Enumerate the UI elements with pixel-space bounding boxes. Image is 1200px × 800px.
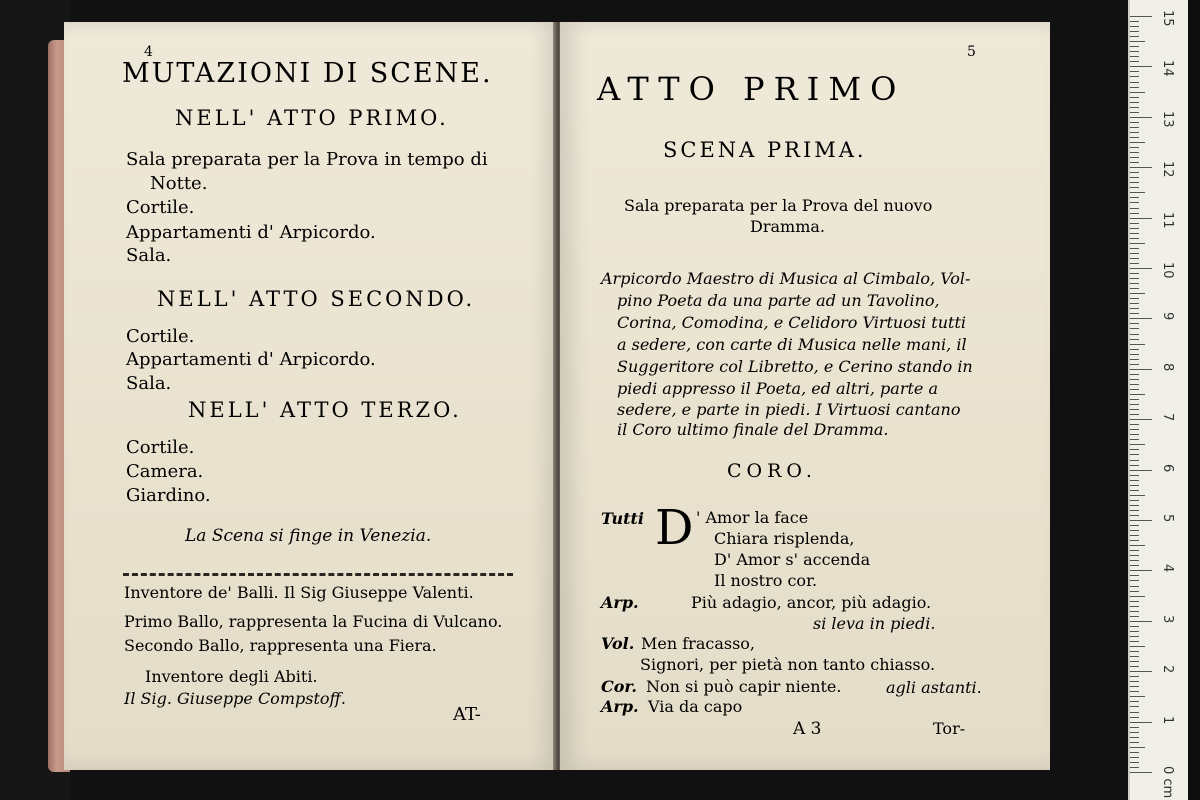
ruler-tick (1130, 676, 1139, 677)
ruler-tick (1130, 530, 1139, 531)
verse-line: D' Amor s' accenda (714, 550, 871, 569)
ruler-tick (1130, 712, 1139, 713)
ruler-tick (1130, 575, 1139, 576)
ruler-tick (1130, 651, 1139, 652)
ruler-tick (1130, 646, 1145, 647)
ruler-tick (1130, 263, 1139, 264)
ruler-tick (1130, 243, 1145, 244)
ruler-tick (1130, 258, 1139, 259)
ruler-label: 12 (1160, 161, 1175, 178)
ruler-tick (1130, 82, 1139, 83)
ruler-tick (1130, 570, 1152, 571)
ruler-label: 5 (1160, 514, 1175, 523)
ruler-tick (1130, 767, 1139, 768)
ruler-tick (1130, 454, 1139, 455)
ruler-tick (1130, 167, 1152, 168)
ruler-tick (1130, 288, 1139, 289)
ruler-tick (1130, 172, 1139, 173)
ruler-tick (1130, 505, 1139, 506)
ruler-tick (1130, 732, 1139, 733)
ruler-tick (1130, 61, 1139, 62)
ruler-tick (1130, 616, 1139, 617)
ruler-tick (1130, 606, 1139, 607)
ruler-label: 10 (1160, 262, 1175, 279)
act3-heading: NELL' ATTO TERZO. (188, 398, 462, 422)
ruler-tick (1130, 228, 1139, 229)
ruler-tick (1130, 485, 1139, 486)
ruler-tick (1130, 328, 1139, 329)
scene-description: Dramma. (750, 217, 825, 236)
stage-direction: pino Poeta da una parte ad un Tavolino, (617, 291, 940, 310)
ruler-tick (1130, 611, 1139, 612)
ruler-tick (1130, 369, 1152, 370)
ruler-tick (1130, 717, 1139, 718)
verse-line: Più adagio, ancor, più adagio. (691, 593, 932, 612)
ruler-tick (1130, 409, 1139, 410)
ruler-label: 11 (1160, 211, 1175, 229)
act1-line: Cortile. (126, 197, 195, 218)
stage-direction: si leva in piedi. (813, 614, 936, 633)
scene-heading: SCENA PRIMA. (663, 138, 867, 162)
ruler-tick (1130, 112, 1139, 113)
ruler-tick (1130, 495, 1145, 496)
ruler-tick (1130, 555, 1139, 556)
ruler-tick (1130, 56, 1139, 57)
ruler-tick (1130, 379, 1139, 380)
ruler-tick (1130, 248, 1139, 249)
ruler-tick (1130, 671, 1152, 672)
ruler-tick (1130, 16, 1152, 17)
left-page-title: MUTAZIONI DI SCENE. (122, 58, 493, 89)
stage-direction: sedere, e parte in piedi. I Virtuosi cantano (617, 400, 961, 419)
right-catchword: Tor- (933, 719, 966, 738)
ruler-tick (1130, 747, 1145, 748)
ruler-tick (1130, 666, 1139, 667)
ruler-tick (1130, 374, 1139, 375)
verse-line: ' Amor la face (696, 508, 809, 527)
ruler-tick (1130, 117, 1152, 118)
ruler-tick (1130, 681, 1139, 682)
ruler-tick (1130, 349, 1139, 350)
ruler-tick (1130, 429, 1139, 430)
ruler-tick (1130, 102, 1139, 103)
left-catchword: AT- (453, 704, 481, 725)
ruler-tick (1130, 41, 1145, 42)
ruler-tick (1130, 439, 1139, 440)
ruler-tick (1130, 339, 1139, 340)
ruler-label: 1 (1160, 715, 1175, 724)
ruler-tick (1130, 596, 1145, 597)
ruler-tick (1130, 137, 1139, 138)
stage-direction: Corina, Comodina, e Celidoro Virtuosi tutti (617, 313, 966, 332)
ruler-tick (1130, 742, 1139, 743)
stage-direction: piedi appresso il Poeta, ed altri, parte a (617, 379, 939, 398)
ruler-tick (1130, 66, 1152, 67)
ruler-tick (1130, 298, 1139, 299)
ruler-tick (1130, 364, 1139, 365)
ruler-tick (1130, 187, 1139, 188)
stage-direction: il Coro ultimo finale del Dramma. (617, 420, 889, 439)
ruler-tick (1130, 76, 1139, 77)
drop-cap: D (655, 500, 694, 556)
ruler-tick (1130, 475, 1139, 476)
ruler-label: 14 (1160, 60, 1175, 77)
act3-line: Camera. (126, 461, 204, 482)
ruler-tick (1130, 354, 1139, 355)
act1-line: Appartamenti d' Arpicordo. (126, 222, 376, 243)
ruler-tick (1130, 268, 1152, 269)
act1-line: Notte. (150, 173, 208, 194)
ruler-tick (1130, 591, 1139, 592)
ruler-tick (1130, 535, 1139, 536)
ruler-tick (1130, 621, 1152, 622)
act3-line: Cortile. (126, 437, 195, 458)
ruler-label: 13 (1160, 110, 1175, 128)
ruler-tick (1130, 661, 1139, 662)
ruler-tick (1130, 419, 1152, 420)
ruler-tick (1130, 424, 1139, 425)
ruler-tick (1130, 213, 1139, 214)
ruler-tick (1130, 87, 1139, 88)
ruler-tick (1130, 132, 1139, 133)
ruler-label: 0 cm (1160, 766, 1175, 799)
ruler-label: 8 (1160, 362, 1175, 372)
verse-line: Non si può capir niente. (646, 677, 842, 696)
credit-line: Inventore de' Balli. Il Sig Giuseppe Valenti. (124, 583, 474, 602)
ruler-tick (1130, 122, 1139, 123)
speaker-arp: Arp. (601, 697, 639, 716)
act1-line: Sala. (126, 245, 172, 266)
ruler-tick (1130, 273, 1139, 274)
ruler-tick (1130, 772, 1152, 773)
ruler-tick (1130, 525, 1139, 526)
ruler-tick (1130, 313, 1139, 314)
ruler-tick (1130, 686, 1139, 687)
ruler-tick (1130, 565, 1139, 566)
ruler-tick (1130, 480, 1139, 481)
ruler-label: 6 (1160, 463, 1175, 472)
scene-setting: La Scena si finge in Venezia. (185, 526, 432, 546)
ruler-tick (1130, 21, 1139, 22)
ruler-tick (1130, 223, 1139, 224)
ruler-tick (1130, 414, 1139, 415)
ruler-tick (1130, 344, 1145, 345)
measuring-ruler (1128, 0, 1190, 800)
ruler-tick (1130, 449, 1139, 450)
ruler-tick (1130, 722, 1152, 723)
ruler-tick (1130, 636, 1139, 637)
ruler-tick (1130, 177, 1139, 178)
ruler-tick (1130, 626, 1139, 627)
ruler-tick (1130, 394, 1145, 395)
ruler-tick (1130, 359, 1139, 360)
right-page-number: 5 (967, 44, 976, 60)
ruler-tick (1130, 737, 1139, 738)
ruler-tick (1130, 46, 1139, 47)
ruler-tick (1130, 92, 1145, 93)
ruler-tick (1130, 656, 1139, 657)
credit-line: Secondo Ballo, rappresenta una Fiera. (124, 636, 437, 655)
ruler-tick (1130, 389, 1139, 390)
ruler-tick (1130, 580, 1139, 581)
ruler-tick (1130, 631, 1139, 632)
ruler-tick (1130, 701, 1139, 702)
ruler-label: 15 (1160, 10, 1175, 27)
act2-line: Appartamenti d' Arpicordo. (126, 349, 376, 370)
ruler-tick (1130, 384, 1139, 385)
ruler-label: 2 (1160, 665, 1175, 674)
ruler-tick (1130, 36, 1139, 37)
act2-line: Cortile. (126, 326, 195, 347)
ruler-tick (1130, 97, 1139, 98)
speaker-cor: Cor. (601, 677, 637, 696)
ruler-tick (1130, 283, 1139, 284)
stage-direction: a sedere, con carte di Musica nelle mani, il (617, 335, 967, 354)
ruler-tick (1130, 26, 1139, 27)
chorus-heading: CORO. (727, 460, 817, 482)
act2-heading: NELL' ATTO SECONDO. (157, 287, 476, 311)
ruler-tick (1130, 152, 1139, 153)
verse-line: Chiara risplenda, (714, 529, 855, 548)
act2-line: Sala. (126, 373, 172, 394)
ruler-tick (1130, 238, 1139, 239)
ruler-label: 9 (1160, 312, 1175, 321)
ruler-tick (1130, 334, 1139, 335)
ruler-tick (1130, 444, 1145, 445)
ruler-tick (1130, 303, 1139, 304)
ruler-tick (1130, 460, 1139, 461)
ruler-tick (1130, 545, 1145, 546)
ruler-tick (1130, 641, 1139, 642)
ruler-tick (1130, 470, 1152, 471)
right-page-title: ATTO PRIMO (597, 70, 906, 108)
speaker-vol: Vol. (601, 634, 635, 653)
ruler-tick (1130, 399, 1139, 400)
ruler-tick (1130, 127, 1139, 128)
stage-direction: agli astanti. (886, 678, 982, 697)
ruler-tick (1130, 107, 1139, 108)
ruler-tick (1130, 706, 1139, 707)
ruler-tick (1130, 601, 1139, 602)
verse-line: Il nostro cor. (714, 571, 818, 590)
ruler-tick (1130, 490, 1139, 491)
ruler-label: 7 (1160, 413, 1175, 422)
scene-description: Sala preparata per la Prova del nuovo (624, 196, 933, 215)
ruler-tick (1130, 192, 1145, 193)
ruler-label: 3 (1160, 614, 1175, 624)
ruler-tick (1130, 253, 1139, 254)
ruler-tick (1130, 157, 1139, 158)
ruler-tick (1130, 560, 1139, 561)
verse-line: Via da capo (648, 697, 743, 716)
ruler-tick (1130, 752, 1139, 753)
stage-direction: Suggeritore col Libretto, e Cerino stando in (617, 357, 973, 376)
left-page-number: 4 (144, 44, 153, 60)
ruler-tick (1130, 31, 1139, 32)
act3-line: Giardino. (126, 485, 211, 506)
ruler-tick (1130, 71, 1139, 72)
act1-heading: NELL' ATTO PRIMO. (175, 106, 449, 130)
frame-edge (1188, 0, 1200, 800)
signature-mark: A 3 (793, 719, 822, 739)
ruler-tick (1130, 757, 1139, 758)
ruler-tick (1130, 696, 1145, 697)
divider-rule (123, 573, 513, 579)
speaker-arp: Arp. (601, 593, 639, 612)
ruler-tick (1130, 293, 1145, 294)
act1-line: Sala preparata per la Prova in tempo di (126, 149, 488, 170)
left-page (64, 22, 558, 770)
verse-line: Signori, per pietà non tanto chiasso. (640, 655, 936, 674)
ruler-label: 4 (1160, 564, 1175, 573)
verse-line: Men fracasso, (641, 634, 755, 653)
ruler-tick (1130, 202, 1139, 203)
ruler-tick (1130, 434, 1139, 435)
ruler-tick (1130, 147, 1139, 148)
ruler-tick (1130, 727, 1139, 728)
speaker-tutti: Tutti (601, 509, 644, 528)
ruler-tick (1130, 182, 1139, 183)
ruler-tick (1130, 520, 1152, 521)
credit-line: Il Sig. Giuseppe Compstoff. (124, 689, 346, 708)
stage-direction: Arpicordo Maestro di Musica al Cimbalo, Vol- (601, 269, 971, 288)
ruler-tick (1130, 404, 1139, 405)
ruler-tick (1130, 500, 1139, 501)
ruler-tick (1130, 515, 1139, 516)
credit-line: Primo Ballo, rappresenta la Fucina di Vulcano. (124, 612, 503, 631)
ruler-tick (1130, 233, 1139, 234)
ruler-tick (1130, 540, 1139, 541)
ruler-tick (1130, 51, 1139, 52)
ruler-tick (1130, 318, 1152, 319)
ruler-tick (1130, 218, 1152, 219)
ruler-tick (1130, 510, 1139, 511)
ruler-tick (1130, 142, 1145, 143)
ruler-tick (1130, 278, 1139, 279)
ruler-tick (1130, 550, 1139, 551)
ruler-tick (1130, 162, 1139, 163)
ruler-tick (1130, 691, 1139, 692)
ruler-tick (1130, 762, 1139, 763)
ruler-tick (1130, 208, 1139, 209)
credit-line: Inventore degli Abiti. (145, 667, 318, 686)
ruler-tick (1130, 308, 1139, 309)
ruler-tick (1130, 323, 1139, 324)
ruler-tick (1130, 586, 1139, 587)
ruler-tick (1130, 465, 1139, 466)
ruler-tick (1130, 197, 1139, 198)
